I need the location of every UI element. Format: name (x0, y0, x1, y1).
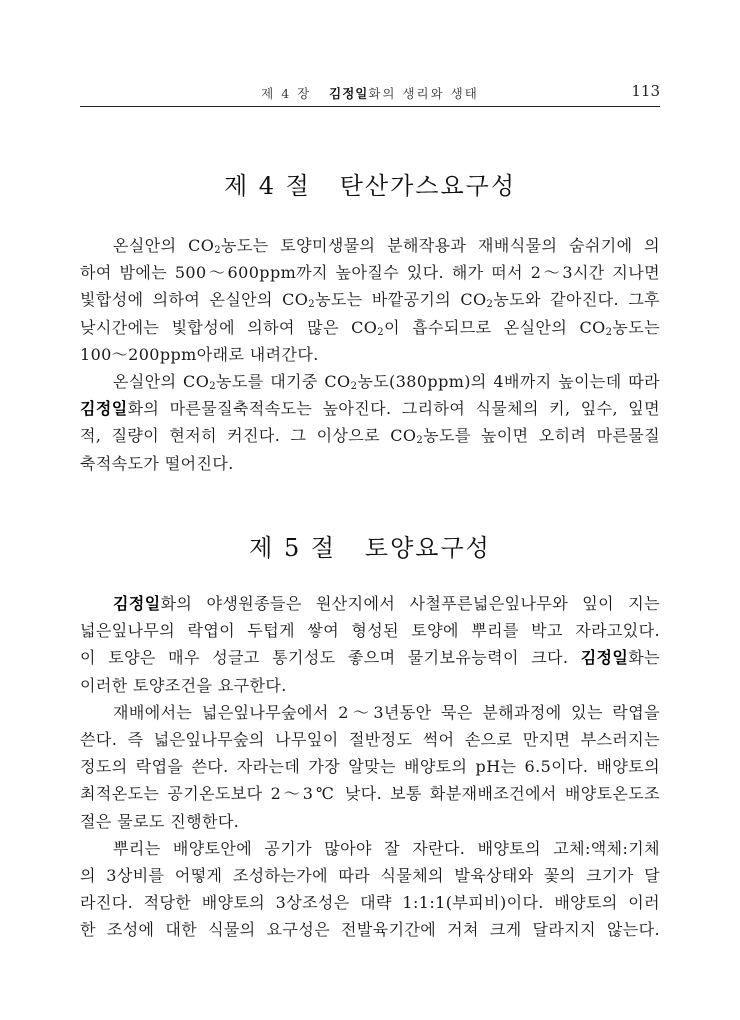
paragraph-line: 낮시간에는 빛합성에 의하여 많은 $CO_2$이 흡수되므로 온실안의 $CO_2$농도는 (80, 317, 660, 338)
section-5-title: 제 5 절 토양요구성 (249, 534, 491, 562)
paragraph-line: 정도의 락엽을 쓴다. 자라는데 가장 알맞는 배양토의 pH는 6.5이다. 배양토의 (80, 757, 660, 777)
paragraph-line: 라진다. 적당한 배양토의 3상조성은 대략 1:1:1(부피비)이다. 배양토의 이러 (80, 893, 660, 913)
chapter-label: 제 4 장 (261, 86, 312, 101)
paragraph-line: 하여 밤에는 500～600ppm까지 높아질수 있다. 해가 떠서 2～3시간 지나면 (80, 263, 660, 283)
paragraph-line: 한 조성에 대한 식물의 요구성은 전발육기간에 거쳐 크게 달라지지 않는다. (80, 920, 660, 940)
page-number: 113 (631, 82, 660, 100)
paragraph-line: 온실안의 $CO_2$농도를 대기중 $CO_2$농도(380ppm)의 4배까지 높이는데 따라 (113, 371, 660, 392)
paragraph-line: 넓은잎나무의 락엽이 두텁게 쌓여 형성된 토양에 뿌리를 박고 자라고있다. (80, 621, 660, 641)
paragraph-line: 온실안의 $CO_2$농도는 토양미생물의 분해작용과 재배식물의 숨쉬기에 의 (113, 236, 660, 256)
paragraph-line: 축적속도가 떨어진다. (80, 453, 234, 473)
section-5-body (80, 590, 660, 943)
paragraph-line: 이 토양은 매우 성글고 통기성도 좋으며 물기보유능력이 크다. 김정일화는 (80, 648, 660, 668)
paragraph-line: 재배에서는 넓은잎나무숲에서 2～3년동안 묵은 분해과정에 있는 락엽을 (113, 702, 660, 722)
paragraph-line: 절은 물로도 진행한다. (80, 811, 240, 831)
paragraph-line: 이러한 토양조건을 요구한다. (80, 675, 287, 695)
section-4-body (80, 232, 660, 477)
section-4-title: 제 4 절 탄산가스요구성 (223, 172, 517, 200)
title-rest: 화의 생리와 생태 (368, 86, 479, 101)
paragraph-line: 적, 질량이 현저히 커진다. 그 이상으로 $CO_2$농도를 높이면 오히려 마른물질 (80, 426, 660, 447)
paragraph-line: 뿌리는 배양토안에 공기가 많아야 잘 자란다. 배양토의 고체:액체:기체 (113, 838, 660, 858)
bold-name: 김정일 (329, 86, 369, 101)
paragraph-line: 김정일화의 마른물질축적속도는 높아진다. 그리하여 식물체의 키, 잎수, 잎면 (80, 399, 660, 419)
paragraph-line: 100～200ppm아래로 내려간다. (80, 344, 319, 364)
paragraph-line: 빛합성에 의하여 온실안의 $CO_2$농도는 바깥공기의 $CO_2$농도와 같아진다. 그후 (80, 290, 660, 311)
running-head (80, 82, 660, 107)
paragraph-line: 최적온도는 공기온도보다 2～3℃ 낮다. 보통 화분재배조건에서 배양토온도조 (80, 784, 660, 804)
running-head-title (80, 84, 660, 102)
paragraph-line: 김정일화의 야생원종들은 원산지에서 사철푸른넓은잎나무와 잎이 지는 (113, 594, 660, 613)
paragraph-line: 쓴다. 즉 넓은잎나무숲의 나무잎이 절반정도 썩어 손으로 만지면 부스러지는 (80, 729, 660, 749)
paragraph-line: 의 3상비를 어떻게 조성하는가에 따라 식물체의 발육상태와 꽃의 크기가 달 (80, 865, 660, 885)
